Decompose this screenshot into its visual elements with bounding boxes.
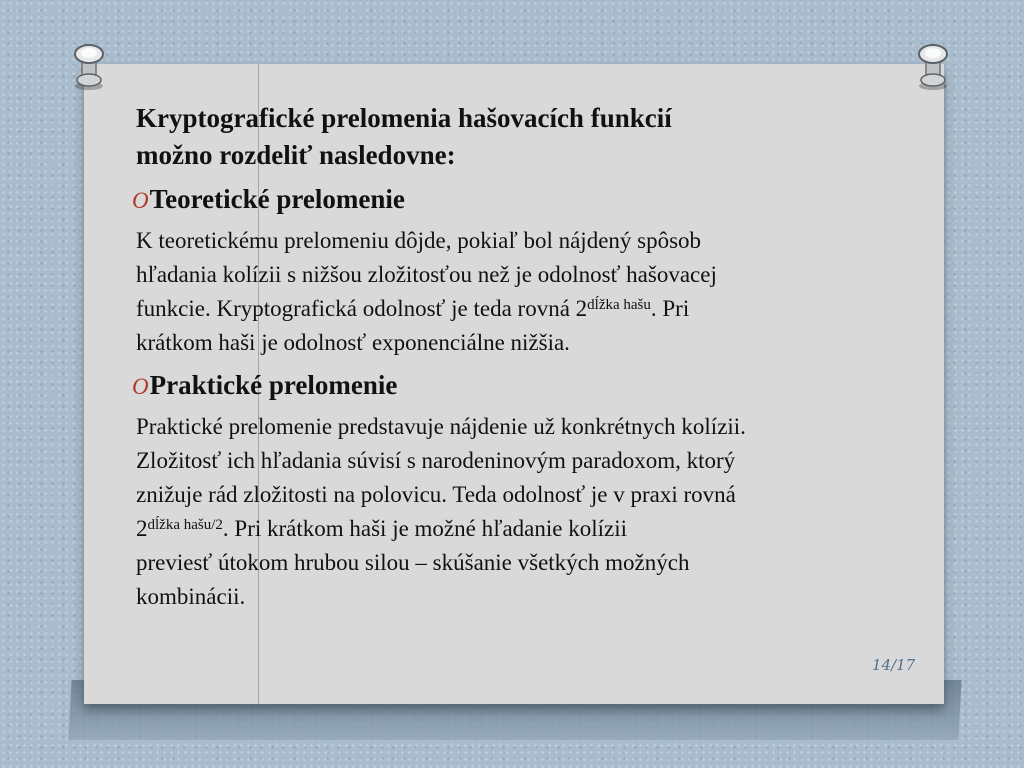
paragraph-line: previesť útokom hrubou silou – skúšanie všetkých možných xyxy=(136,550,690,575)
section-heading-practical xyxy=(132,368,916,404)
paragraph-line: Zložitosť ich hľadania súvisí s narodeninovým paradoxom, ktorý xyxy=(136,448,736,473)
paragraph-line: kombinácii. xyxy=(136,584,246,609)
title-line: možno rozdeliť nasledovne: xyxy=(136,140,456,170)
paragraph-line: Praktické prelomenie predstavuje nájdenie už konkrétnych kolízii. xyxy=(136,414,746,439)
bullet-icon: O xyxy=(132,374,149,399)
exponent: dĺžka hašu xyxy=(587,297,651,313)
section-heading-text: Praktické prelomenie xyxy=(149,370,398,400)
paragraph-line: znižuje rád zložitosti na polovicu. Teda odolnosť je v praxi rovná xyxy=(136,482,736,507)
page-number: 14/17 xyxy=(872,656,916,674)
paragraph-text: 2 xyxy=(136,516,148,541)
paragraph-line xyxy=(136,512,916,546)
paragraph-text: . Pri xyxy=(650,296,690,321)
paragraph-line: K teoretickému prelomeniu dôjde, pokiaľ bol nájdený spôsob xyxy=(136,228,702,253)
paragraph-line xyxy=(136,292,916,326)
paragraph-text: . Pri krátkom haši je možné hľadanie kolízii xyxy=(222,516,627,541)
paragraph-text: funkcie. Kryptografická odolnosť je teda rovná 2 xyxy=(136,296,588,321)
thumbtack-pin-icon xyxy=(68,40,110,92)
section-paragraph-practical xyxy=(136,410,916,614)
section-heading-text: Teoretické prelomenie xyxy=(149,184,405,214)
slide-title xyxy=(136,100,916,174)
thumbtack-pin-icon xyxy=(912,40,954,92)
slide-content xyxy=(132,100,916,614)
paragraph-line: krátkom haši je odolnosť exponenciálne nižšia. xyxy=(136,330,570,355)
bullet-icon: O xyxy=(132,188,149,213)
section-paragraph-theoretical xyxy=(136,224,916,360)
title-line: Kryptografické prelomenia hašovacích funkcií xyxy=(136,103,672,133)
exponent: dĺžka hašu/2 xyxy=(147,517,223,533)
section-heading-theoretical xyxy=(132,182,916,218)
paragraph-line: hľadania kolízii s nižšou zložitosťou než je odolnosť hašovacej xyxy=(136,262,717,287)
